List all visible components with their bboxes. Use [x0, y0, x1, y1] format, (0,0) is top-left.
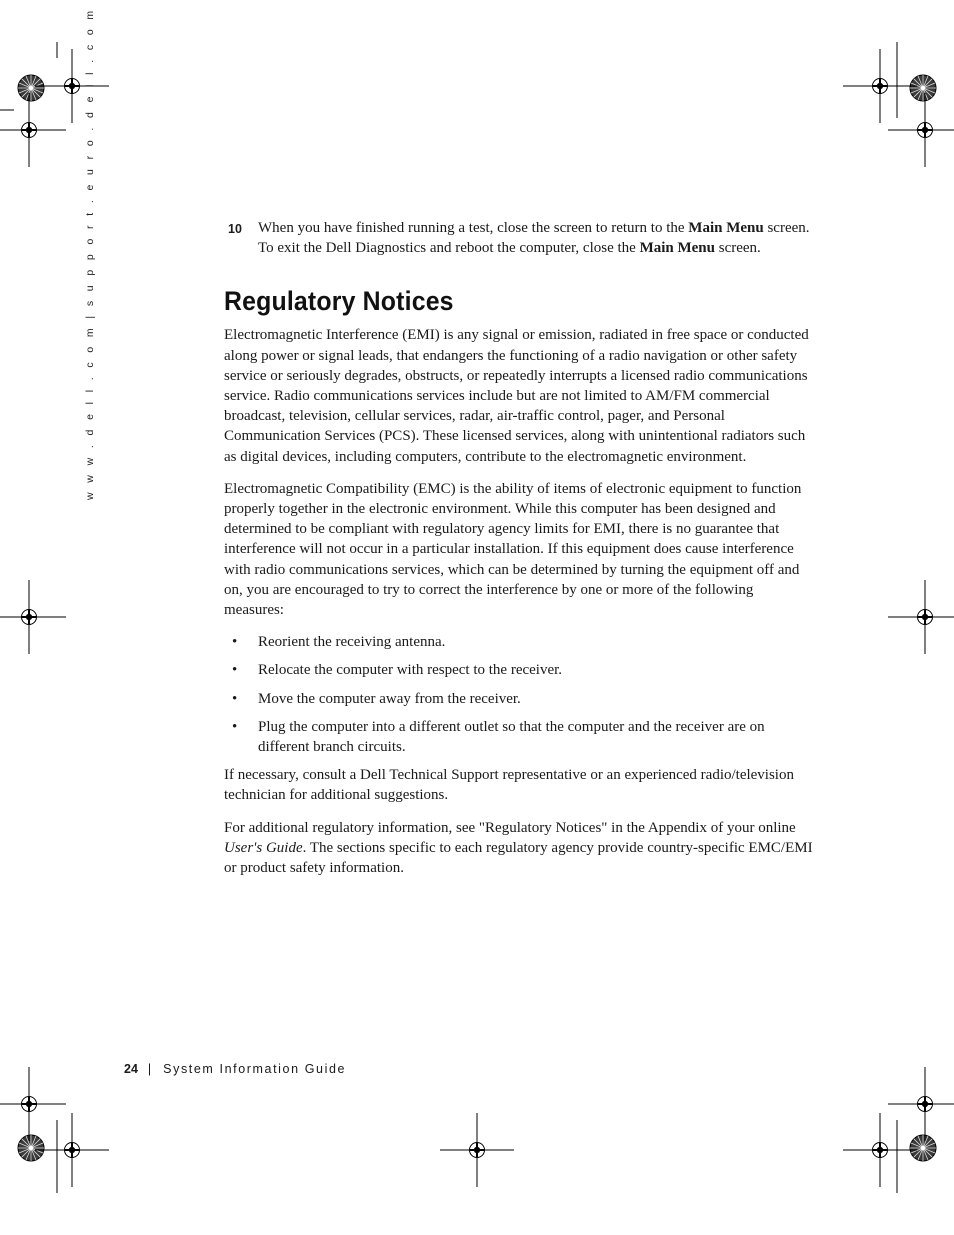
step-bold-main-menu-1: Main Menu [688, 220, 764, 236]
star-target-bottom-left [18, 1135, 44, 1161]
step-text-3: screen. [715, 240, 761, 257]
page-title: Regulatory Notices [224, 286, 454, 317]
crosshair-left-lower [0, 1067, 66, 1141]
list-item-text: Reorient the receiving antenna. [258, 634, 446, 651]
additional-text-2: . The sections specific to each regulatory agency provide country-specific EMC/EMI or product safety information. [224, 839, 813, 877]
bullet-icon: • [232, 718, 238, 735]
list-item-text: Relocate the computer with respect to the receiver. [258, 662, 563, 679]
paragraph-emi: Electromagnetic Interference (EMI) is any signal or emission, radiated in free space or conducted along power or signal leads, that endangers the functioning of a radio navigation or other safety service or seriously degrades, obstructs, or repeatedly interrupts a licensed radio communications service. Radio communications services include but are not limited to AM/FM commercial broadcast, television, cellular services, radar, air-traffic control, pager, and Personal Communication Services (PCS). These licensed services, along with unintentional radiators such as digital devices, including computers, contribute to the electromagnetic environment. [224, 327, 809, 465]
list-item-text: Move the computer away from the receiver. [258, 690, 521, 707]
list-item [224, 632, 814, 652]
step-text-2: screen. To exit the Dell Diagnostics and reboot the computer, close the [258, 220, 810, 257]
crosshair-bottom-left [35, 1113, 109, 1187]
footer-title: System Information Guide [163, 1062, 347, 1076]
additional-text-1: For additional regulatory information, see "Regulatory Notices" in the Appendix of your online [224, 819, 796, 836]
step-bold-main-menu-2: Main Menu [639, 240, 715, 257]
crosshair-right-lower [888, 1067, 954, 1141]
star-target-top-left [18, 75, 44, 101]
side-url: w w w . d e l l . c o m | s u p p o r t . e u r o . d e l l . c o m [84, 7, 96, 500]
footer-separator: | [147, 1062, 152, 1076]
paragraph-emc: Electromagnetic Compatibility (EMC) is the ability of items of electronic equipment to function properly together in the electronic environment. While this computer has been designed and determined to be compliant with regulatory agency limits for EMI, there is no guarantee that interference will not occur in a particular installation. If this equipment does cause interference with radio communications services, which can be determined by turning the equipment off and on, you are encouraged to try to correct the interference by one or more of the following measures: [224, 480, 802, 619]
page-content [224, 218, 814, 890]
crosshair-right-middle [888, 580, 954, 654]
step-number: 10 [228, 222, 242, 236]
paragraph-additional [224, 818, 814, 879]
list-item [224, 689, 814, 709]
crosshair-top-right [843, 49, 917, 123]
crosshair-top-left [35, 49, 109, 123]
bullet-icon: • [232, 634, 238, 651]
crosshair-left-upper [0, 93, 66, 167]
star-target-bottom-right [910, 1135, 936, 1161]
star-target-top-right [910, 75, 936, 101]
crosshair-bottom-center [440, 1113, 514, 1187]
bullet-icon: • [232, 690, 238, 707]
paragraph-consult: If necessary, consult a Dell Technical Support representative or an experienced radio/television technician for additional suggestions. [224, 767, 794, 804]
crosshair-left-middle [0, 580, 66, 654]
step-text-1: When you have finished running a test, close the screen to return to the [258, 220, 689, 236]
list-item-text: Plug the computer into a different outlet so that the computer and the receiver are on different branch circuits. [258, 718, 765, 756]
measures-list [224, 632, 814, 757]
crosshair-right-upper [888, 93, 954, 167]
step-10 [224, 218, 814, 258]
page-footer [124, 1062, 346, 1076]
bullet-icon: • [232, 662, 238, 679]
list-item [224, 717, 814, 757]
list-item [224, 660, 814, 680]
page-number: 24 [124, 1062, 138, 1076]
crosshair-bottom-right [843, 1113, 917, 1187]
users-guide-italic: User's Guide [224, 839, 303, 856]
